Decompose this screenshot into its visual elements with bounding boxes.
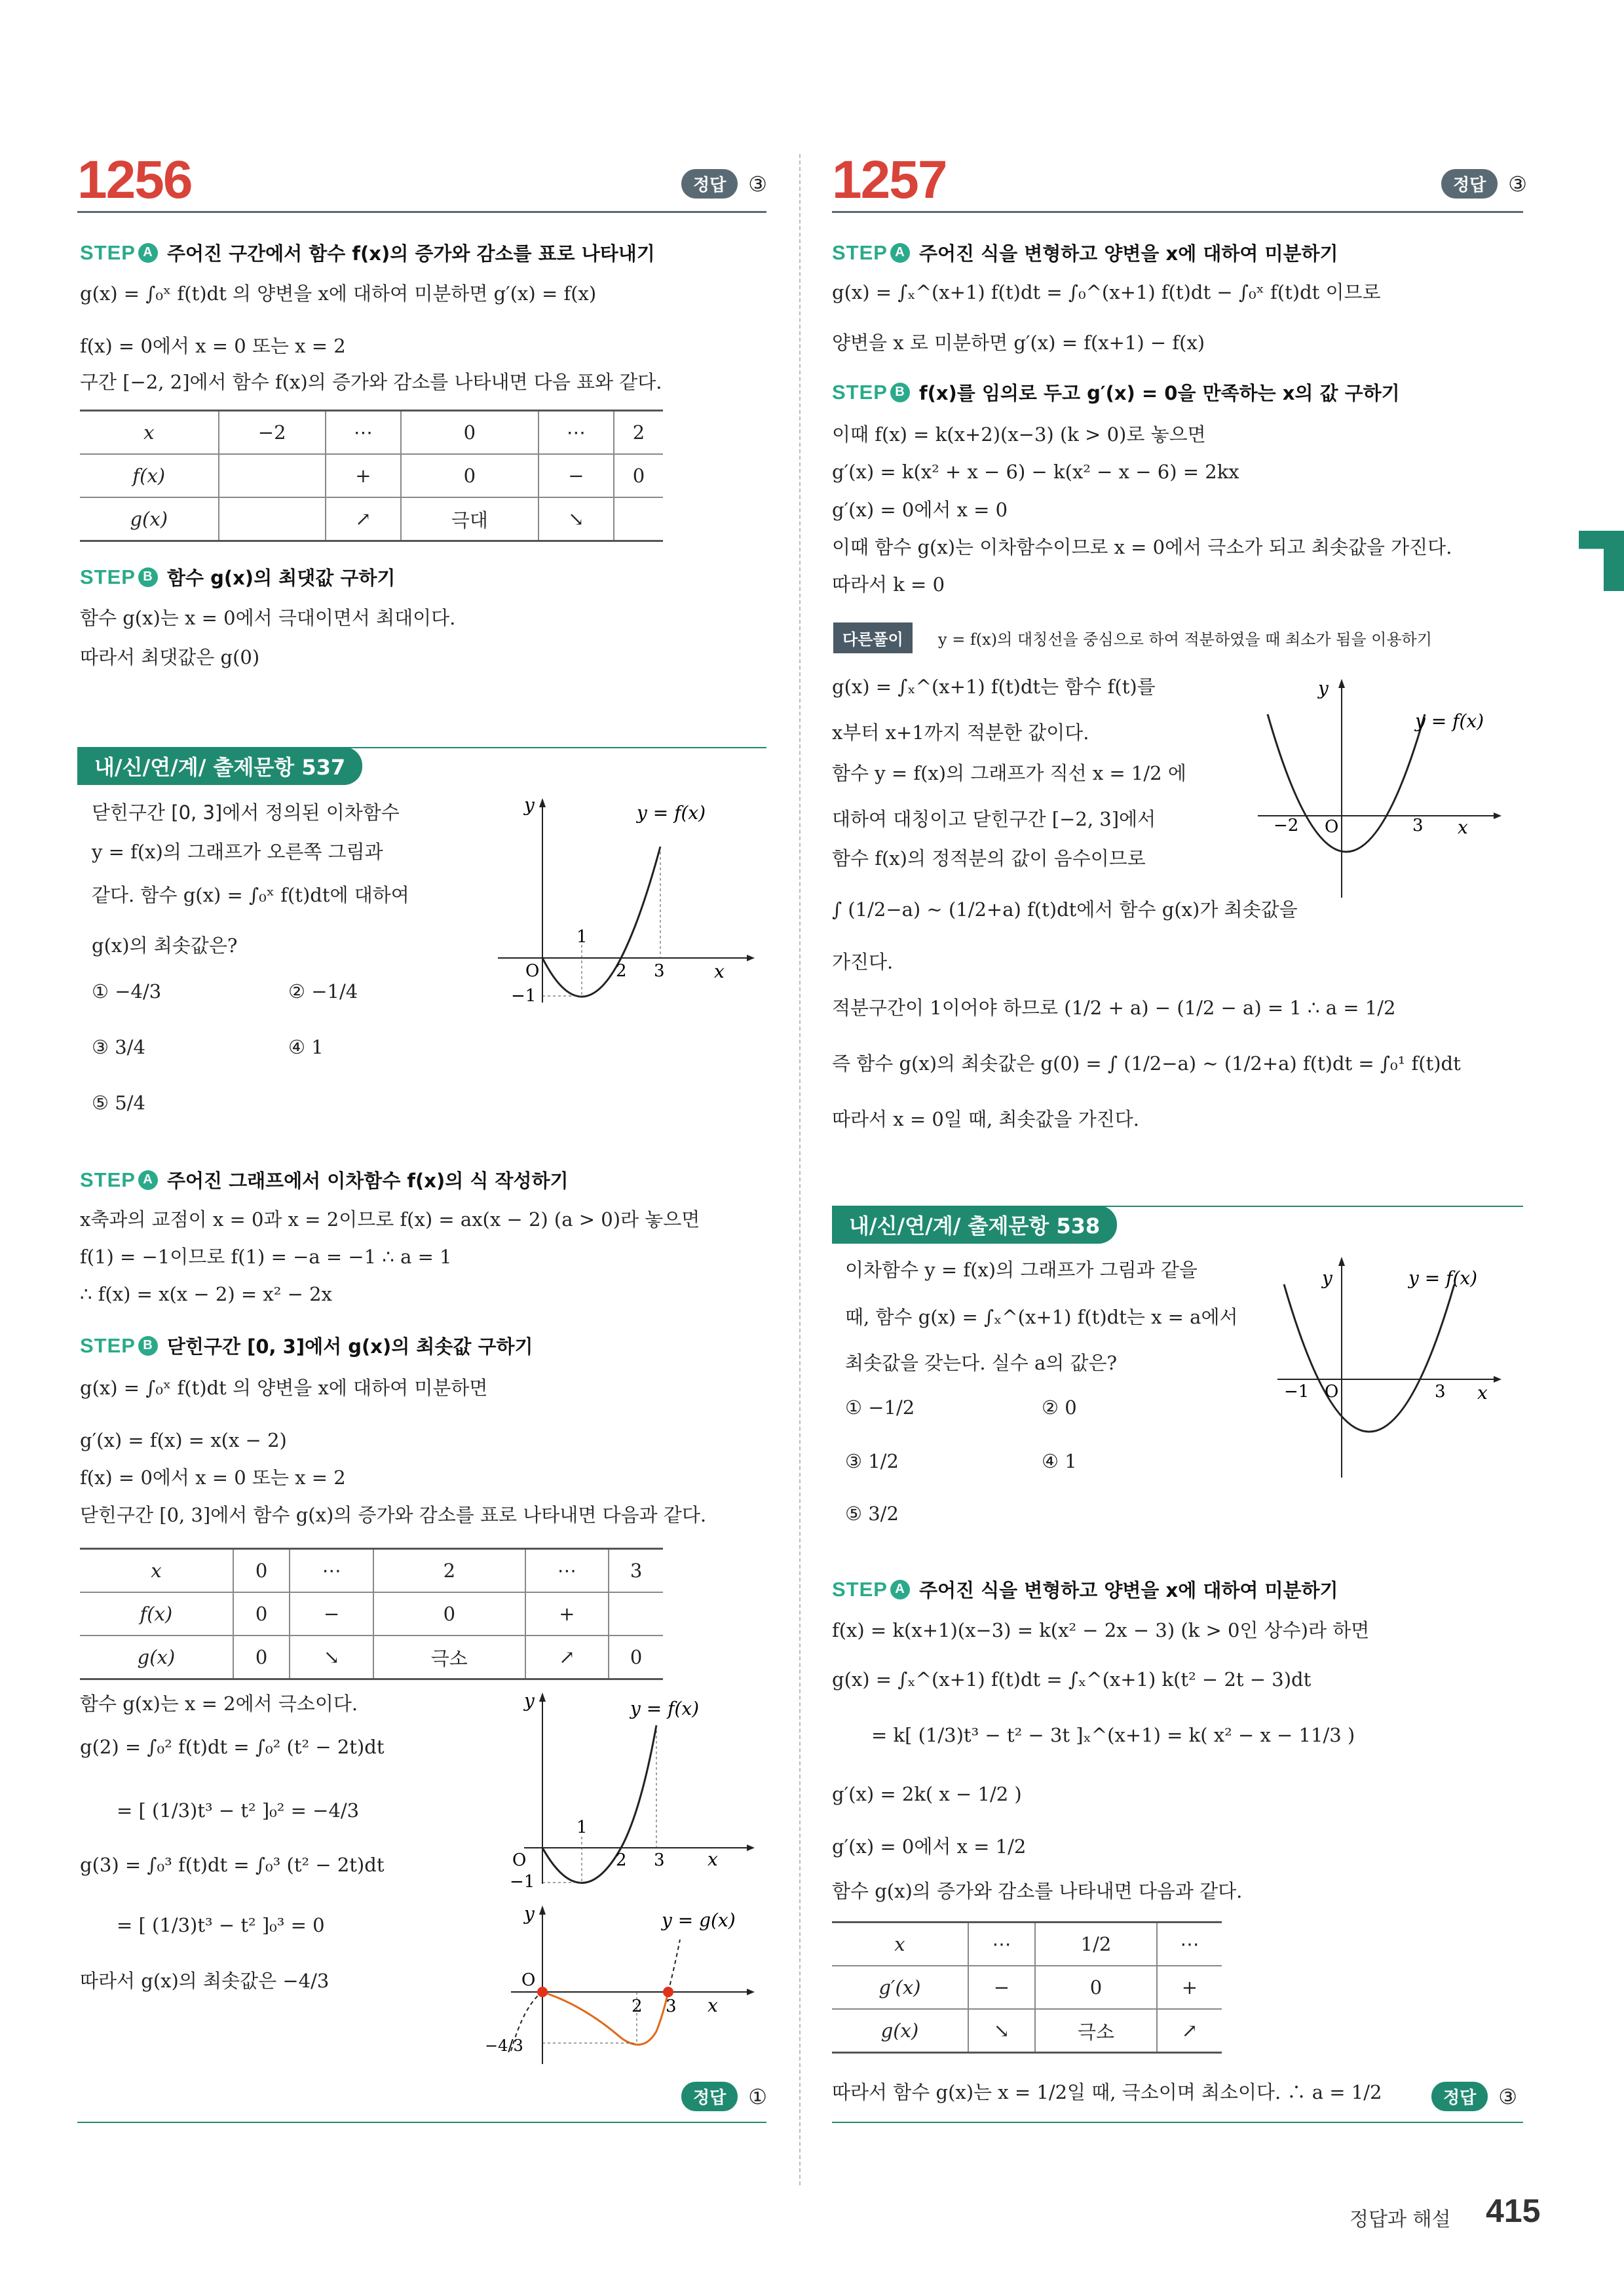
text-line: g(x) = ∫₀ˣ f(t)dt 의 양변을 x에 대하여 미분하면 g′(x) = f(x)	[80, 282, 597, 305]
section-end-rule	[832, 2122, 1523, 2123]
variation-table-537	[80, 1548, 663, 1680]
answer-value: ③	[1508, 171, 1527, 197]
label-minus-4-3: −4/3	[485, 2037, 523, 2055]
choice-3[interactable]: ③ 3/4	[92, 1036, 145, 1058]
text-line: = [ (1/3)t³ − t² ]₀² = −4/3	[117, 1799, 360, 1822]
answer-value: ①	[748, 2084, 767, 2109]
table-cell: 0	[614, 454, 663, 497]
step-a-538	[832, 1576, 1338, 1603]
step-label: STEP B	[832, 381, 910, 404]
answer-tag-1257	[1441, 169, 1527, 199]
choice-5[interactable]: ⑤ 5/4	[92, 1092, 145, 1114]
table-cell: ⋯	[326, 411, 401, 455]
related-problem-banner-538: 내/신/연/계/ 출제문항 538	[832, 1206, 1117, 1244]
step-a-1256	[80, 239, 655, 266]
table-cell: ↗	[1157, 2009, 1222, 2053]
label-y: y	[524, 1690, 535, 1712]
step-a-1257	[832, 239, 1338, 266]
table-cell: 0	[401, 411, 538, 455]
label-3: 3	[1412, 816, 1424, 835]
text-line: = k[ (1/3)t³ − t² − 3t ]ₓ^(x+1) = k( x² − x − 11/3 )	[871, 1724, 1355, 1746]
variation-table-1256	[80, 410, 663, 542]
step-letter-icon: A	[890, 243, 910, 263]
text-line: g′(x) = 2k( x − 1/2 )	[832, 1783, 1022, 1805]
y-axis-arrow-icon	[539, 1693, 546, 1702]
y-axis-arrow-icon	[1338, 679, 1345, 688]
table-row	[80, 1592, 663, 1636]
step-b-1257	[832, 379, 1400, 406]
label-1: 1	[576, 927, 588, 947]
table-cell: +	[326, 454, 401, 497]
step-b-537	[80, 1332, 533, 1359]
table-cell: −	[538, 454, 614, 497]
table-cell: 극소	[373, 1636, 525, 1679]
answer-tag-1256	[681, 169, 767, 199]
alt-solution-label: 다른풀이	[833, 622, 913, 653]
text-line: g(x) = ∫ₓ^(x+1) f(t)dt = ∫₀^(x+1) f(t)dt − ∫₀ˣ f(t)dt 이므로	[832, 281, 1381, 303]
table-cell: −	[290, 1592, 373, 1636]
label-2: 2	[616, 961, 627, 981]
curve-f	[1284, 1284, 1454, 1432]
step-b-1256	[80, 564, 395, 590]
curve-f	[542, 1725, 656, 1883]
label-2: 2	[616, 1850, 627, 1870]
question-line: g(x)의 최솟값은?	[92, 934, 238, 957]
step-label: STEP A	[80, 241, 158, 265]
table-cell: 0	[1035, 1966, 1157, 2009]
text-line: 함수 f(x)의 정적분의 값이 음수이므로	[832, 847, 1146, 870]
table-row	[832, 2009, 1222, 2053]
text-line: 따라서 g(x)의 최솟값은 −4/3	[80, 1970, 330, 1992]
step-title: 주어진 식을 변형하고 양변을 x에 대하여 미분하기	[918, 1579, 1338, 1601]
graph-537-fx-solution	[485, 1687, 760, 1897]
step-letter-icon: A	[138, 1170, 158, 1190]
page-number: 415	[1486, 2192, 1541, 2229]
step-label: STEP A	[80, 1168, 158, 1192]
text-line: g(2) = ∫₀² f(t)dt = ∫₀² (t² − 2t)dt	[80, 1736, 385, 1758]
choice-1[interactable]: ① −4/3	[92, 980, 162, 1003]
table-cell: −2	[219, 411, 326, 455]
label-x: x	[1477, 1382, 1488, 1404]
step-a-537	[80, 1166, 569, 1193]
step-title: 주어진 식을 변형하고 양변을 x에 대하여 미분하기	[918, 242, 1338, 265]
table-cell: ⋯	[1157, 1923, 1222, 1966]
table-row	[80, 411, 663, 455]
table-cell: ⋯	[538, 411, 614, 455]
question-line: 때, 함수 g(x) = ∫ₓ^(x+1) f(t)dt는 x = a에서	[845, 1306, 1238, 1328]
label-2: 2	[632, 1997, 643, 2016]
answer-label: 정답	[681, 169, 738, 199]
answer-value: ③	[748, 171, 767, 197]
step-title: 닫힌구간 [0, 3]에서 g(x)의 최솟값 구하기	[166, 1335, 533, 1358]
label-y: y	[1322, 1267, 1332, 1289]
answer-label: 정답	[681, 2082, 738, 2111]
graph-538-fx	[1271, 1252, 1526, 1487]
column-divider	[799, 154, 801, 2185]
table-cell: 극대	[401, 497, 538, 541]
text-line: 즉 함수 g(x)의 최솟값은 g(0) = ∫ (1/2−a) ~ (1/2+a) f(t)dt = ∫₀¹ f(t)dt	[832, 1052, 1461, 1075]
table-cell: −	[968, 1966, 1035, 2009]
label-minus1: −1	[510, 1872, 535, 1892]
text-line: 이때 f(x) = k(x+2)(x−3) (k > 0)로 놓으면	[832, 423, 1206, 446]
text-line: f(x) = 0에서 x = 0 또는 x = 2	[80, 1466, 346, 1489]
table-cell: 3	[609, 1549, 663, 1593]
step-label: STEP A	[832, 241, 910, 265]
graph-1257-fx	[1245, 675, 1520, 911]
table-cell: +	[1157, 1966, 1222, 2009]
answer-label: 정답	[1441, 169, 1498, 199]
label-3: 3	[666, 1997, 677, 2016]
table-cell: ↗	[525, 1636, 609, 1679]
answer-tag-538	[1431, 2082, 1517, 2111]
curve-g-dashed-right	[668, 1940, 680, 1992]
label-origin: O	[521, 1970, 536, 1990]
table-cell: 0	[609, 1636, 663, 1679]
step-label: STEP B	[80, 565, 158, 589]
table-cell: 1/2	[1035, 1923, 1157, 1966]
choice-2[interactable]: ② 0	[1042, 1396, 1077, 1419]
table-cell: ⋯	[968, 1923, 1035, 1966]
text-line: 따라서 k = 0	[832, 573, 945, 596]
step-label: STEP A	[832, 1578, 910, 1601]
table-cell: 0	[233, 1636, 290, 1679]
label-fx: y = f(x)	[1415, 710, 1484, 732]
table-row	[80, 454, 663, 497]
text-line: x축과의 교점이 x = 0과 x = 2이므로 f(x) = ax(x − 2) (a > 0)라 놓으면	[80, 1208, 700, 1231]
label-3: 3	[654, 961, 665, 981]
question-line: 닫힌구간 [0, 3]에서 정의된 이차함수	[92, 801, 400, 824]
endpoint-dot	[537, 1987, 548, 1997]
x-axis-arrow-icon	[747, 1989, 755, 1995]
text-line: 함수 g(x)는 x = 0에서 극대이면서 최대이다.	[80, 607, 456, 629]
table-row	[832, 1966, 1222, 2009]
answer-tag-537	[681, 2082, 767, 2111]
label-minus2: −2	[1274, 816, 1299, 835]
x-axis-arrow-icon	[1494, 1376, 1501, 1383]
text-line: g′(x) = k(x² + x − 6) − k(x² − x − 6) = 2kx	[832, 461, 1239, 483]
table-cell: g(x)	[80, 497, 219, 541]
table-cell: ↘	[290, 1636, 373, 1679]
table-cell: ↘	[538, 497, 614, 541]
table-cell	[609, 1592, 663, 1636]
label-x: x	[708, 1995, 718, 2016]
x-axis-arrow-icon	[1494, 813, 1501, 819]
text-line: 함수 g(x)는 x = 2에서 극소이다.	[80, 1693, 358, 1715]
step-letter-icon: B	[138, 1336, 158, 1356]
section-end-rule	[77, 2122, 766, 2123]
answer-label: 정답	[1431, 2082, 1488, 2111]
text-line: g(x) = ∫ₓ^(x+1) f(t)dt = ∫ₓ^(x+1) k(t² − 2t − 3)dt	[832, 1668, 1312, 1691]
table-cell: x	[80, 1549, 233, 1593]
label-x: x	[708, 1848, 718, 1870]
label-minus1: −1	[1284, 1382, 1310, 1402]
table-cell: ⋯	[525, 1549, 609, 1593]
graph-537-gx	[472, 1900, 760, 2077]
label-x: x	[714, 961, 725, 982]
question-line: y = f(x)의 그래프가 오른쪽 그림과	[92, 841, 383, 863]
table-cell: x	[832, 1923, 968, 1966]
label-1: 1	[576, 1818, 588, 1837]
table-cell: 2	[614, 411, 663, 455]
label-3: 3	[1435, 1382, 1446, 1402]
text-line: 따라서 최댓값은 g(0)	[80, 646, 260, 668]
question-line: 최솟값을 갖는다. 실수 a의 값은?	[845, 1352, 1118, 1374]
text-line: 함수 g(x)의 증가와 감소를 나타내면 다음과 같다.	[832, 1880, 1243, 1902]
endpoint-dot	[663, 1987, 673, 1997]
table-cell: 0	[373, 1592, 525, 1636]
label-x: x	[1458, 816, 1468, 838]
table-row	[80, 1636, 663, 1679]
step-title: 함수 g(x)의 최댓값 구하기	[166, 567, 396, 589]
text-line: 이때 함수 g(x)는 이차함수이므로 x = 0에서 극소가 되고 최솟값을 가진다.	[832, 536, 1452, 558]
question-line: 이차함수 y = f(x)의 그래프가 그림과 같을	[845, 1259, 1198, 1281]
label-gx: y = g(x)	[662, 1909, 736, 1931]
header-rule-right	[832, 211, 1523, 213]
label-origin: O	[512, 1850, 527, 1870]
text-line: g(x) = ∫₀ˣ f(t)dt 의 양변을 x에 대하여 미분하면	[80, 1377, 488, 1399]
step-letter-icon: B	[138, 567, 158, 587]
table-cell: g(x)	[80, 1636, 233, 1679]
text-line: f(1) = −1이므로 f(1) = −a = −1 ∴ a = 1	[80, 1246, 452, 1268]
table-cell: 0	[401, 454, 538, 497]
table-cell: x	[80, 411, 219, 455]
label-y: y	[524, 794, 535, 816]
text-line: 적분구간이 1이어야 하므로 (1/2 + a) − (1/2 − a) = 1 ∴ a = 1/2	[832, 997, 1396, 1019]
choice-3[interactable]: ③ 1/2	[845, 1450, 899, 1472]
choice-4[interactable]: ④ 1	[1042, 1450, 1077, 1472]
table-cell: ⋯	[290, 1549, 373, 1593]
text-line: 대하여 대칭이고 닫힌구간 [−2, 3]에서	[832, 808, 1156, 830]
text-line: 따라서 x = 0일 때, 최솟값을 가진다.	[832, 1108, 1140, 1130]
text-line: f(x) = 0에서 x = 0 또는 x = 2	[80, 335, 346, 357]
table-cell	[219, 454, 326, 497]
table-cell: +	[525, 1592, 609, 1636]
table-cell: ↗	[326, 497, 401, 541]
table-row	[80, 1549, 663, 1593]
label-fx: y = f(x)	[630, 1698, 700, 1719]
table-cell: 0	[233, 1592, 290, 1636]
curve-g	[542, 1992, 668, 2044]
text-line: 구간 [−2, 2]에서 함수 f(x)의 증가와 감소를 나타내면 다음 표와 같다.	[80, 371, 662, 393]
label-3: 3	[654, 1850, 665, 1870]
choice-5[interactable]: ⑤ 3/2	[845, 1502, 899, 1525]
label-y: y	[1318, 678, 1329, 699]
y-axis-arrow-icon	[1338, 1257, 1345, 1266]
text-line: 닫힌구간 [0, 3]에서 함수 g(x)의 증가와 감소를 표로 나타내면 다음과 같다.	[80, 1504, 707, 1526]
choice-1[interactable]: ① −1/2	[845, 1396, 915, 1419]
text-line: 가진다.	[832, 951, 894, 973]
step-title: f(x)를 임의로 두고 g′(x) = 0을 만족하는 x의 값 구하기	[918, 382, 1400, 404]
table-cell: g(x)	[832, 2009, 968, 2053]
text-line: g(x) = ∫ₓ^(x+1) f(t)dt는 함수 f(t)를	[832, 676, 1156, 698]
x-axis-arrow-icon	[747, 1845, 755, 1851]
text-line: x부터 x+1까지 적분한 값이다.	[832, 721, 1089, 744]
table-cell: ↘	[968, 2009, 1035, 2053]
problem-number-1256: 1256	[77, 150, 192, 210]
table-row	[832, 1923, 1222, 1966]
label-origin: O	[1325, 817, 1339, 837]
y-axis-arrow-icon	[539, 798, 546, 807]
text-line: 따라서 함수 g(x)는 x = 1/2일 때, 극소이며 최소이다. ∴ a = 1/2	[832, 2081, 1382, 2103]
text-line: 양변을 x 로 미분하면 g′(x) = f(x+1) − f(x)	[832, 332, 1205, 354]
curve-f	[542, 847, 660, 997]
x-axis-arrow-icon	[747, 955, 755, 961]
related-problem-banner-537: 내/신/연/계/ 출제문항 537	[77, 747, 362, 785]
table-cell	[219, 497, 326, 541]
step-letter-icon: B	[890, 383, 910, 402]
text-line: ∴ f(x) = x(x − 2) = x² − 2x	[80, 1283, 332, 1305]
table-row	[80, 497, 663, 541]
step-letter-icon: A	[138, 243, 158, 263]
text-line: g(3) = ∫₀³ f(t)dt = ∫₀³ (t² − 2t)dt	[80, 1854, 385, 1876]
table-cell	[614, 497, 663, 541]
header-rule-left	[77, 211, 766, 213]
variation-table-538	[832, 1921, 1222, 2054]
answer-value: ③	[1498, 2084, 1517, 2109]
choice-4[interactable]: ④ 1	[288, 1036, 324, 1058]
label-minus1: −1	[511, 986, 537, 1006]
step-letter-icon: A	[890, 1580, 910, 1599]
text-line: ∫ (1/2−a) ~ (1/2+a) f(t)dt에서 함수 g(x)가 최솟값을	[832, 898, 1298, 921]
label-origin: O	[525, 961, 540, 981]
label-fx: y = f(x)	[1408, 1267, 1478, 1289]
problem-number-1257: 1257	[832, 150, 947, 210]
table-cell: 2	[373, 1549, 525, 1593]
table-cell: f(x)	[80, 1592, 233, 1636]
text-line: g′(x) = f(x) = x(x − 2)	[80, 1429, 287, 1451]
alt-solution-desc: y = f(x)의 대칭선을 중심으로 하여 적분하였을 때 최소가 됨을 이용하기	[938, 630, 1432, 649]
table-cell: 극소	[1035, 2009, 1157, 2053]
graph-537-fx	[485, 793, 760, 1016]
label-fx: y = f(x)	[637, 802, 706, 824]
table-cell: 0	[233, 1549, 290, 1593]
y-axis-arrow-icon	[539, 1905, 546, 1915]
question-line: 같다. 함수 g(x) = ∫₀ˣ f(t)dt에 대하여	[92, 884, 409, 906]
chapter-tab-mark	[1579, 531, 1624, 591]
table-cell: g′(x)	[832, 1966, 968, 2009]
table-cell: f(x)	[80, 454, 219, 497]
text-line: g′(x) = 0에서 x = 0	[832, 499, 1008, 521]
step-label: STEP B	[80, 1334, 158, 1358]
step-title: 주어진 구간에서 함수 f(x)의 증가와 감소를 표로 나타내기	[166, 242, 655, 265]
text-line: = [ (1/3)t³ − t² ]₀³ = 0	[117, 1914, 325, 1936]
label-y: y	[524, 1903, 535, 1924]
step-title: 주어진 그래프에서 이차함수 f(x)의 식 작성하기	[166, 1170, 569, 1192]
footer-label: 정답과 해설	[1350, 2208, 1451, 2231]
text-line: g′(x) = 0에서 x = 1/2	[832, 1835, 1027, 1858]
text-line: f(x) = k(x+1)(x−3) = k(x² − 2x − 3) (k > 0인 상수)라 하면	[832, 1619, 1370, 1641]
label-origin: O	[1325, 1382, 1339, 1402]
text-line: 함수 y = f(x)의 그래프가 직선 x = 1/2 에	[832, 762, 1186, 784]
choice-2[interactable]: ② −1/4	[288, 980, 358, 1003]
